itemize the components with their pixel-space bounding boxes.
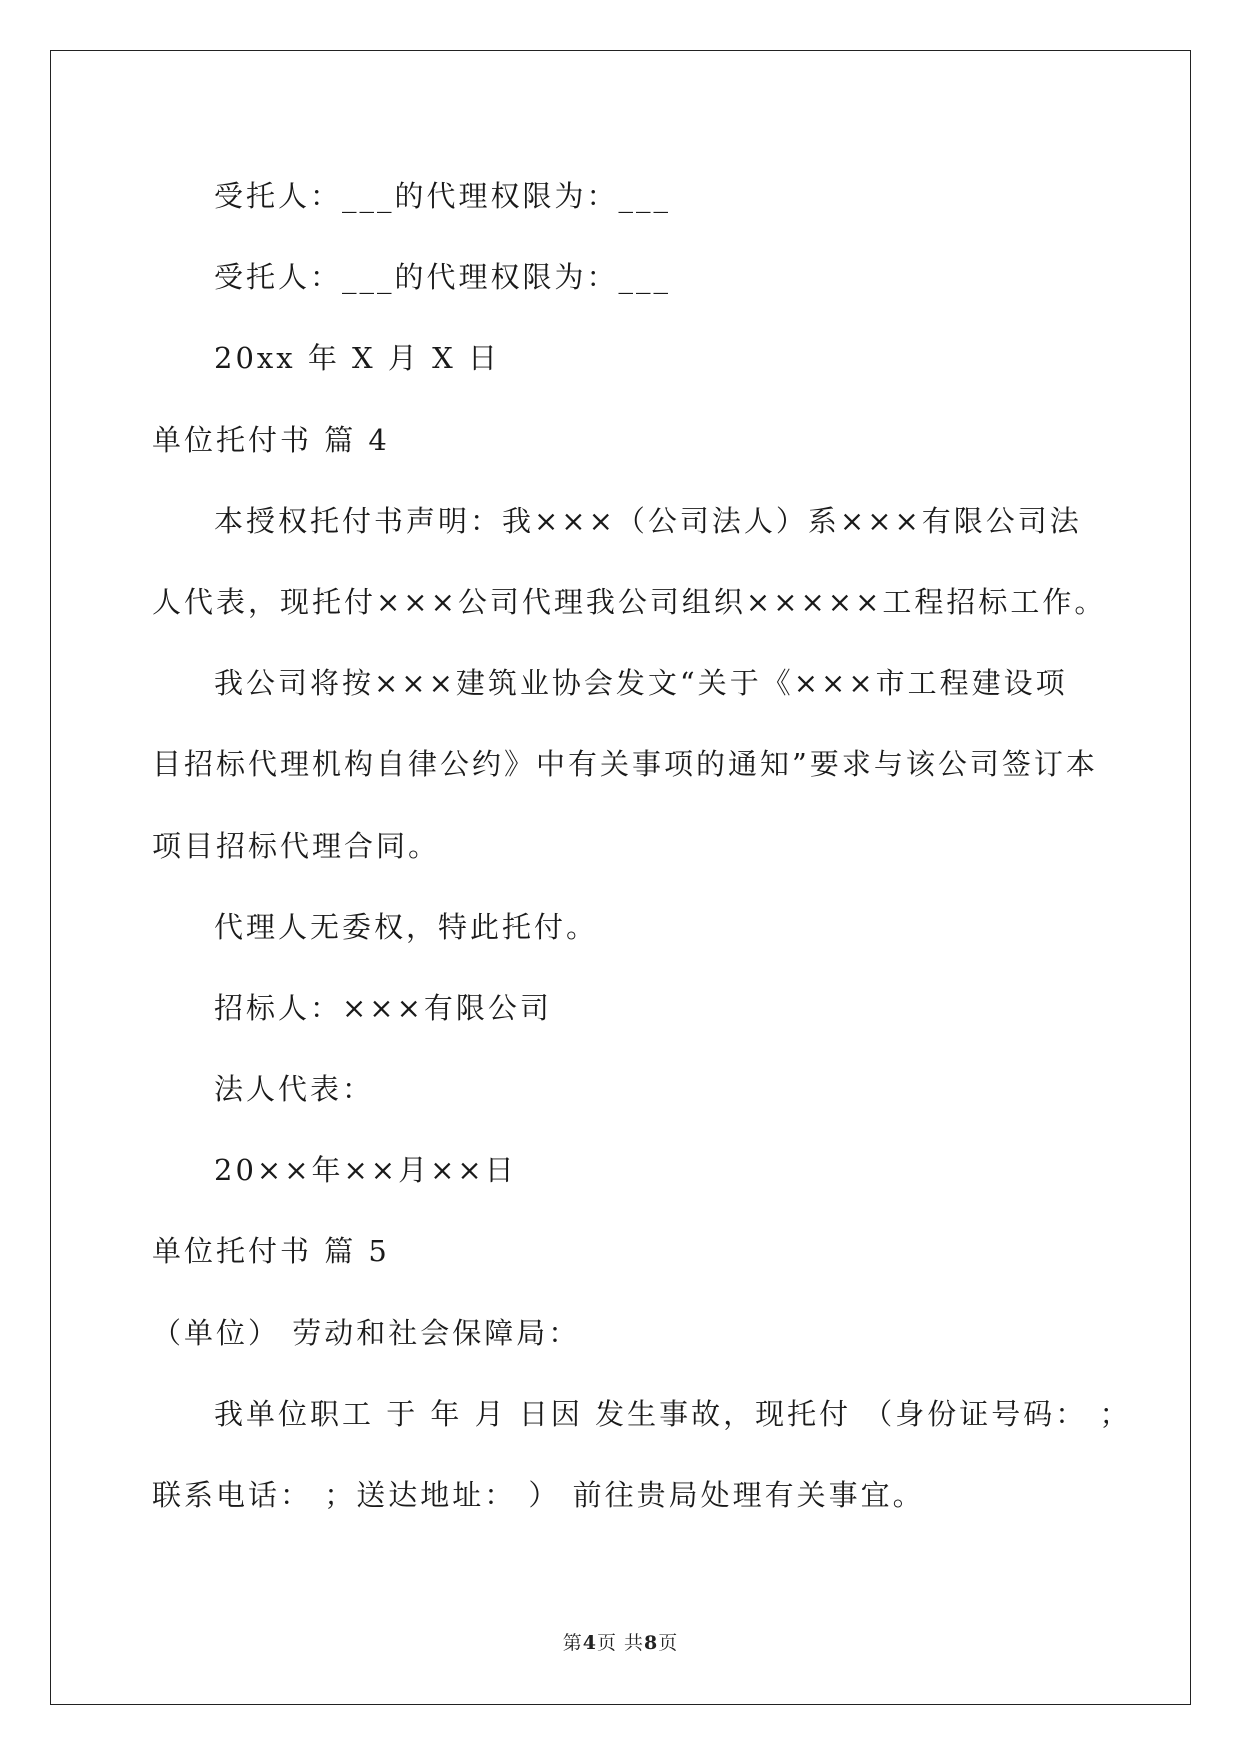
- text-line: 本授权托付书声明：我×××（公司法人）系×××有限公司法: [214, 503, 1082, 538]
- document-body: [152, 168, 1132, 1548]
- text-line: 目招标代理机构自律公约》中有关事项的通知”要求与该公司签订本: [152, 747, 1098, 782]
- section-heading: 单位托付书 篇 5: [152, 1234, 390, 1269]
- signatory-line: 法人代表：: [214, 1072, 375, 1107]
- date-line: 20xx 年 X 月 X 日: [214, 341, 500, 376]
- text-line: 我单位职工 于 年 月 日因 发生事故，现托付 （身份证号码： ；: [214, 1396, 1132, 1431]
- text-line: 受托人：___的代理权限为：___: [214, 260, 672, 295]
- footer-suffix: 页: [658, 1632, 679, 1654]
- date-line: 20××年××月××日: [214, 1153, 517, 1188]
- addressee-line: （单位） 劳动和社会保障局：: [152, 1315, 581, 1350]
- text-line: 我公司将按×××建筑业协会发文“关于《×××市工程建设项: [214, 666, 1068, 701]
- page-footer: [0, 1628, 1241, 1655]
- text-line: 项目招标代理合同。: [152, 828, 441, 863]
- total-page-count: 8: [644, 1632, 659, 1654]
- footer-prefix: 第: [562, 1632, 583, 1654]
- current-page-number: 4: [582, 1632, 597, 1654]
- signatory-line: 招标人：×××有限公司: [214, 990, 552, 1025]
- text-line: 联系电话： ；送达地址： ） 前往贵局处理有关事宜。: [152, 1478, 925, 1512]
- section-heading: 单位托付书 篇 4: [152, 422, 390, 457]
- text-line: 代理人无委权，特此托付。: [214, 909, 599, 944]
- footer-mid: 页 共: [596, 1632, 645, 1654]
- text-line: 受托人：___的代理权限为：___: [214, 179, 672, 213]
- text-line: 人代表，现托付×××公司代理我公司组织×××××工程招标工作。: [152, 584, 1107, 619]
